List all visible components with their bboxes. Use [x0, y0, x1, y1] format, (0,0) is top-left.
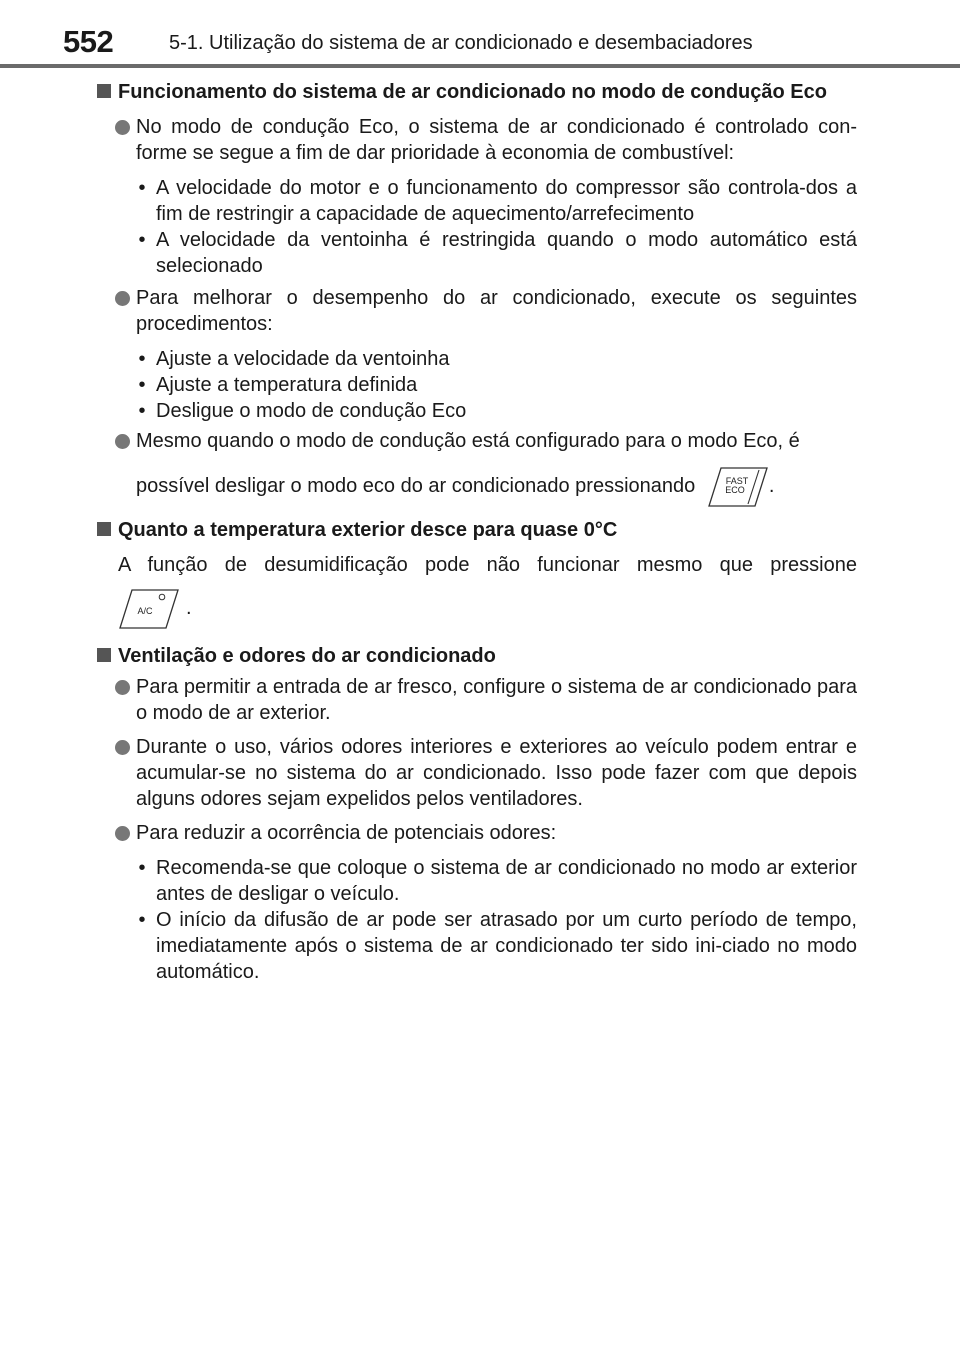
- bullet-dot-icon: [115, 434, 130, 449]
- heading-text: Quanto a temperatura exterior desce para quase 0°C: [118, 519, 618, 541]
- sub-bullet-icon: •: [138, 374, 146, 396]
- section-title: 5-1. Utilização do sistema de ar condicionado e desembaciadores: [169, 32, 753, 54]
- bullet-text: possível desligar o modo eco do ar condicionado pressionando: [136, 475, 696, 497]
- heading-square-icon: [97, 522, 111, 536]
- bullet-dot-icon: [115, 826, 130, 841]
- header-divider: [0, 64, 960, 68]
- sub-item-text: O início da difusão de ar pode ser atrasado por um curto período de tempo, imediatamente após o sistema de ar condicionado ter sido ini-ciado no modo automático.: [156, 909, 857, 983]
- sub-list-item: [131, 398, 857, 424]
- bullet-text: Mesmo quando o modo de condução está configurado para o modo Eco, é: [136, 430, 800, 452]
- ac-label: A/C: [137, 605, 153, 616]
- bullet-dot-icon: [115, 680, 130, 695]
- sub-item-text: A velocidade do motor e o funcionamento do compressor são controla-dos a fim de restringir a capacidade de aquecimento/arrefecimento: [156, 177, 857, 225]
- sub-list-item: [131, 907, 857, 985]
- sub-list-item: [131, 227, 857, 279]
- bullet-dot-icon: [115, 291, 130, 306]
- fast-eco-button-icon: [707, 466, 769, 508]
- sub-item-text: Ajuste a velocidade da ventoinha: [156, 348, 450, 370]
- section-heading: [97, 643, 857, 669]
- eco-label: ECO: [725, 484, 745, 495]
- list-item: [115, 114, 857, 166]
- sub-bullet-icon: •: [138, 400, 146, 422]
- sub-list-item: [131, 346, 857, 372]
- sub-list-item: [131, 372, 857, 398]
- heading-text: Ventilação e odores do ar condicionado: [118, 645, 496, 667]
- sub-bullet-icon: •: [138, 348, 146, 370]
- sentence-period: .: [186, 597, 192, 619]
- list-item: [115, 674, 857, 726]
- sub-bullet-icon: •: [138, 857, 146, 879]
- bullet-text: Durante o uso, vários odores interiores e exteriores ao veículo podem entrar e acumular-se no sistema do ar condicionado. Isso pode fazer com que depois alguns odores sejam expelidos pelos ventiladores.: [136, 736, 857, 810]
- sub-bullet-icon: •: [138, 229, 146, 251]
- bullet-dot-icon: [115, 740, 130, 755]
- sub-item-text: A velocidade da ventoinha é restringida quando o modo automático está selecionado: [156, 229, 857, 277]
- heading-square-icon: [97, 84, 111, 98]
- section-heading: [97, 79, 857, 105]
- bullet-text: No modo de condução Eco, o sistema de ar condicionado é controlado con-forme se segue a fim de dar prioridade à economia de combustível:: [136, 116, 857, 164]
- heading-text: Funcionamento do sistema de ar condicionado no modo de condução Eco: [118, 81, 827, 103]
- list-item: [115, 285, 857, 337]
- page-content: [0, 70, 960, 985]
- bullet-text: Para reduzir a ocorrência de potenciais odores:: [136, 822, 557, 844]
- sub-item-text: Recomenda-se que coloque o sistema de ar condicionado no modo ar exterior antes de desligar o veículo.: [156, 857, 857, 905]
- list-item: [115, 820, 857, 846]
- sub-item-text: Ajuste a temperatura definida: [156, 374, 418, 396]
- sub-item-text: Desligue o modo de condução Eco: [156, 400, 467, 422]
- paragraph: A função de desumidificação pode não funcionar mesmo que pressione: [118, 554, 857, 576]
- ac-button-icon: [118, 588, 180, 630]
- section-heading: [97, 517, 857, 543]
- sub-list-item: [131, 175, 857, 227]
- fast-label: FAST: [725, 475, 749, 486]
- bullet-text: Para permitir a entrada de ar fresco, configure o sistema de ar condicionado para o modo de ar exterior.: [136, 676, 857, 724]
- sub-list-item: [131, 855, 857, 907]
- sub-bullet-icon: •: [138, 909, 146, 931]
- page-number: 552: [63, 24, 114, 59]
- list-item: [115, 734, 857, 812]
- sub-bullet-icon: •: [138, 177, 146, 199]
- page-header: [0, 0, 960, 70]
- sentence-period: .: [768, 475, 775, 497]
- bullet-dot-icon: [115, 120, 130, 135]
- bullet-text: Para melhorar o desempenho do ar condicionado, execute os seguintes procedimentos:: [136, 287, 857, 335]
- heading-square-icon: [97, 648, 111, 662]
- list-item: [115, 428, 857, 507]
